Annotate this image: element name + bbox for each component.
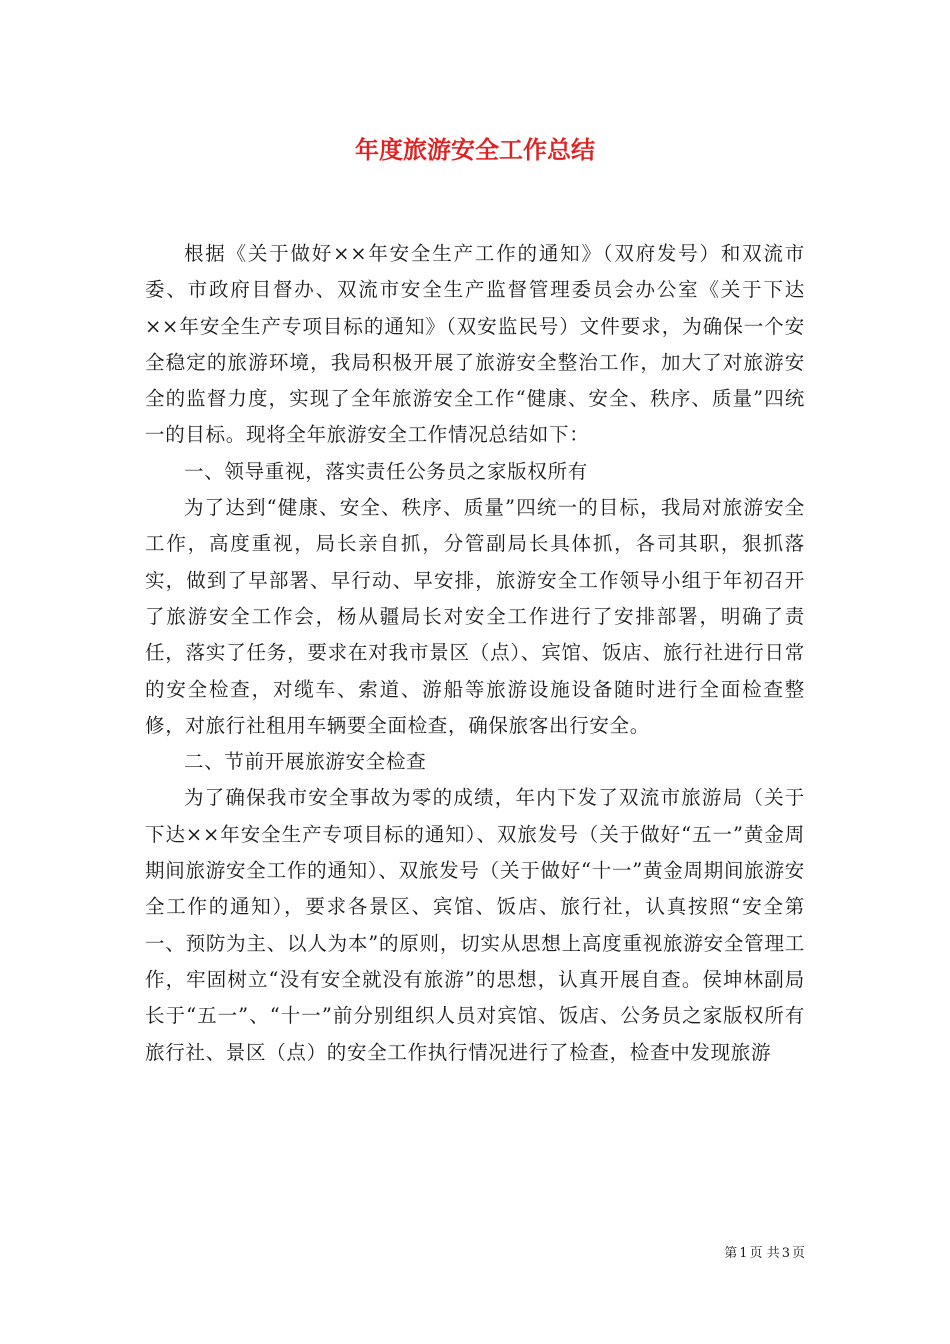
- paragraph-section-1: 为了达到“健康、安全、秩序、质量”四统一的目标，我局对旅游安全工作，高度重视，局长亲自抓，分管副局长具体抓，各司其职，狠抓落实，做到了早部署、早行动、早安排，旅游安全工作领导小组于年初召开了旅游安全工作会，杨从疆局长对安全工作进行了安排部署，明确了责任，落实了任务，要求在对我市景区（点）、宾馆、饭店、旅行社进行日常的安全检查，对缆车、索道、游船等旅游设施设备随时进行全面检查整修，对旅行社租用车辆要全面检查，确保旅客出行安全。: [145, 496, 805, 737]
- footer-page-label: 第: [724, 1246, 738, 1261]
- footer-current-page: 1: [739, 1246, 748, 1261]
- footer-total-pages: 3: [781, 1246, 790, 1261]
- document-body: [145, 236, 805, 1071]
- page-footer: [724, 1245, 805, 1263]
- paragraph-section-2: 为了确保我市安全事故为零的成绩，年内下发了双流市旅游局（关于下达××年安全生产专项目标的通知）、双旅发号（关于做好“五一”黄金周期间旅游安全工作的通知）、双旅发号（关于做好“十一”黄金周期间旅游安全工作的通知），要求各景区、宾馆、饭店、旅行社，认真按照“安全第一、预防为主、以人为本”的原则，切实从思想上高度重视旅游安全管理工作，牢固树立“没有安全就没有旅游”的思想，认真开展自查。侯坤林副局长于“五一”、“十一”前分别组织人员对宾馆、饭店、公务员之家版权所有旅行社、景区（点）的安全工作执行情况进行了检查，检查中发现旅游: [145, 786, 805, 1064]
- footer-page-word: 页 共: [749, 1246, 780, 1261]
- section-heading-2: 二、节前开展旅游安全检查: [184, 750, 427, 774]
- section-heading-1: 一、领导重视，落实责任公务员之家版权所有: [184, 459, 589, 483]
- footer-page-suffix: 页: [791, 1246, 805, 1261]
- document-title: 年度旅游安全工作总结: [355, 135, 595, 164]
- paragraph-intro: 根据《关于做好××年安全生产工作的通知》（双府发号）和双流市委、市政府目督办、双流市安全生产监督管理委员会办公室《关于下达××年安全生产专项目标的通知》（双安监民号）文件要求，为确保一个安全稳定的旅游环境，我局积极开展了旅游安全整治工作，加大了对旅游安全的监督力度，实现了全年旅游安全工作“健康、安全、秩序、质量”四统一的目标。现将全年旅游安全工作情况总结如下：: [145, 242, 805, 447]
